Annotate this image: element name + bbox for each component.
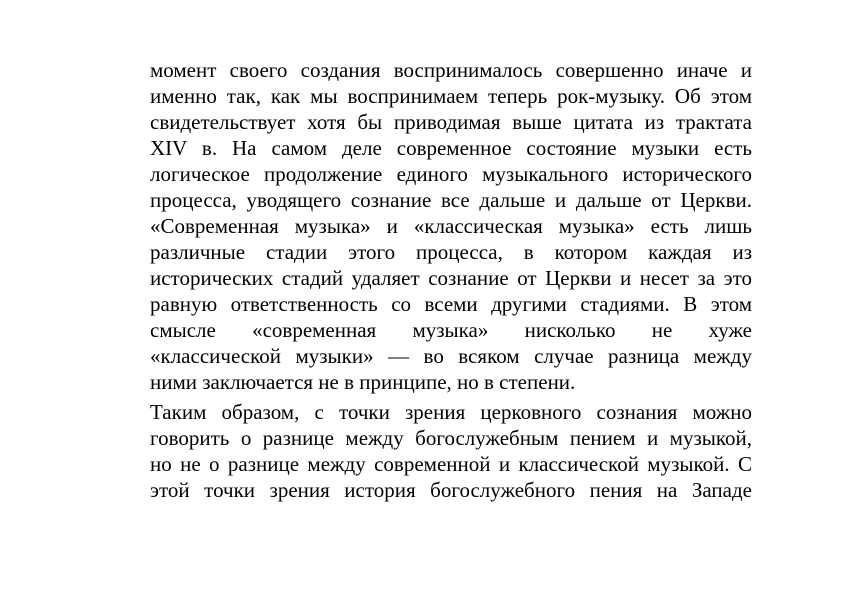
text-line: Таким образом, с точки зрения церковного сознания можно	[150, 400, 752, 424]
text-line: процесса, уводящего сознание все дальше и дальше от Церкви.	[150, 188, 752, 212]
text-line: равную ответственность со всеми другими стадиями. В этом	[150, 292, 752, 316]
text-line: именно так, как мы воспринимаем теперь рок-музыку. Об этом	[150, 84, 752, 108]
paragraph-2	[150, 399, 752, 503]
paragraph-1	[150, 57, 752, 395]
text-line: но не о разнице между современной и классической музыкой. С	[150, 452, 752, 476]
body-text	[150, 57, 752, 503]
text-line: «классической музыки» — во всяком случае разница между	[150, 344, 752, 368]
text-line: этой точки зрения история богослужебного пения на Западе	[150, 478, 752, 502]
text-line: различные стадии этого процесса, в котором каждая из	[150, 240, 752, 264]
text-line: XIV в. На самом деле современное состояние музыки есть	[150, 136, 752, 160]
text-line: исторических стадий удаляет сознание от Церкви и несет за это	[150, 266, 752, 290]
text-line: смысле «современная музыка» нисколько не хуже	[150, 318, 752, 342]
text-line: «Современная музыка» и «классическая музыка» есть лишь	[150, 214, 752, 238]
text-line: свидетельствует хотя бы приводимая выше цитата из трактата	[150, 110, 752, 134]
text-line: логическое продолжение единого музыкального исторического	[150, 162, 752, 186]
text-line: момент своего создания воспринималось совершенно иначе и	[150, 58, 752, 82]
text-line: говорить о разнице между богослужебным пением и музыкой,	[150, 426, 752, 450]
text-line: ними заключается не в принципе, но в степени.	[150, 370, 576, 394]
